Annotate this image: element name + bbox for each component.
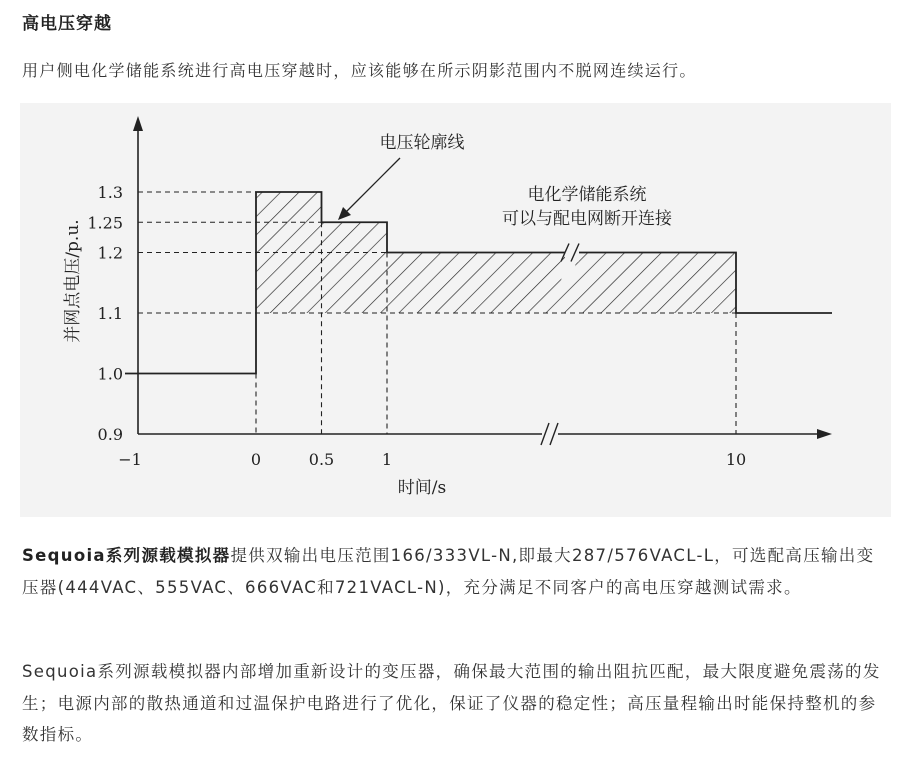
y-tick-label: 1.25 [87,213,123,233]
x-axis-title: 时间/s [397,478,447,498]
y-tick-label: 1.2 [97,243,123,263]
x-axis-arrow [817,429,832,439]
section-heading: 高电压穿越 [22,14,112,34]
y-axis-arrow [133,116,143,131]
region-annotation-line-2: 可以与配电网断开连接 [502,209,672,229]
x-tick-label: 0 [250,450,262,469]
y-tick-label: 1.0 [97,364,123,384]
x-tick-label: 10 [725,450,747,469]
y-tick-label: 1.3 [97,183,123,202]
x-tick-label: 0.5 [308,450,335,469]
x-tick-label: 1 [381,450,393,469]
paragraph-product-intro [22,540,892,603]
y-tick-label: 0.9 [97,425,123,444]
voltage-profile-chart [20,103,891,517]
region-annotation-line-1: 电化学储能系统 [527,185,647,205]
y-axis-title: 并网点电压/p.u. [63,219,83,343]
x-tick-label: −1 [118,450,142,469]
paragraph-transformer-design: Sequoia系列源载模拟器内部增加重新设计的变压器，确保最大范围的输出阻抗匹配，最大限度避免震荡的发生；电源内部的散热通道和过温保护电路进行了优化，保证了仪器的稳定性；高压量程输出时能保持整机的参数指标。 [22,662,881,744]
y-tick-label: 1.1 [97,304,123,323]
paragraph-1-text: 提供双输出电压范围166/333VL-N,即最大287/576VACL-L，可选配高压输出变压器(444VAC、555VAC、666VAC和721VACL-N)，充分满足不同客户的高电压穿越测试需求。 [22,546,875,597]
intro-text: 用户侧电化学储能系统进行高电压穿越时，应该能够在所示阴影范围内不脱网连续运行。 [22,61,697,80]
voltage-ride-through-figure [20,103,891,517]
profile-annotation-arrow-line [343,158,400,215]
product-name: Sequoia系列源载模拟器 [22,546,231,565]
profile-annotation-label: 电压轮廓线 [379,133,465,153]
